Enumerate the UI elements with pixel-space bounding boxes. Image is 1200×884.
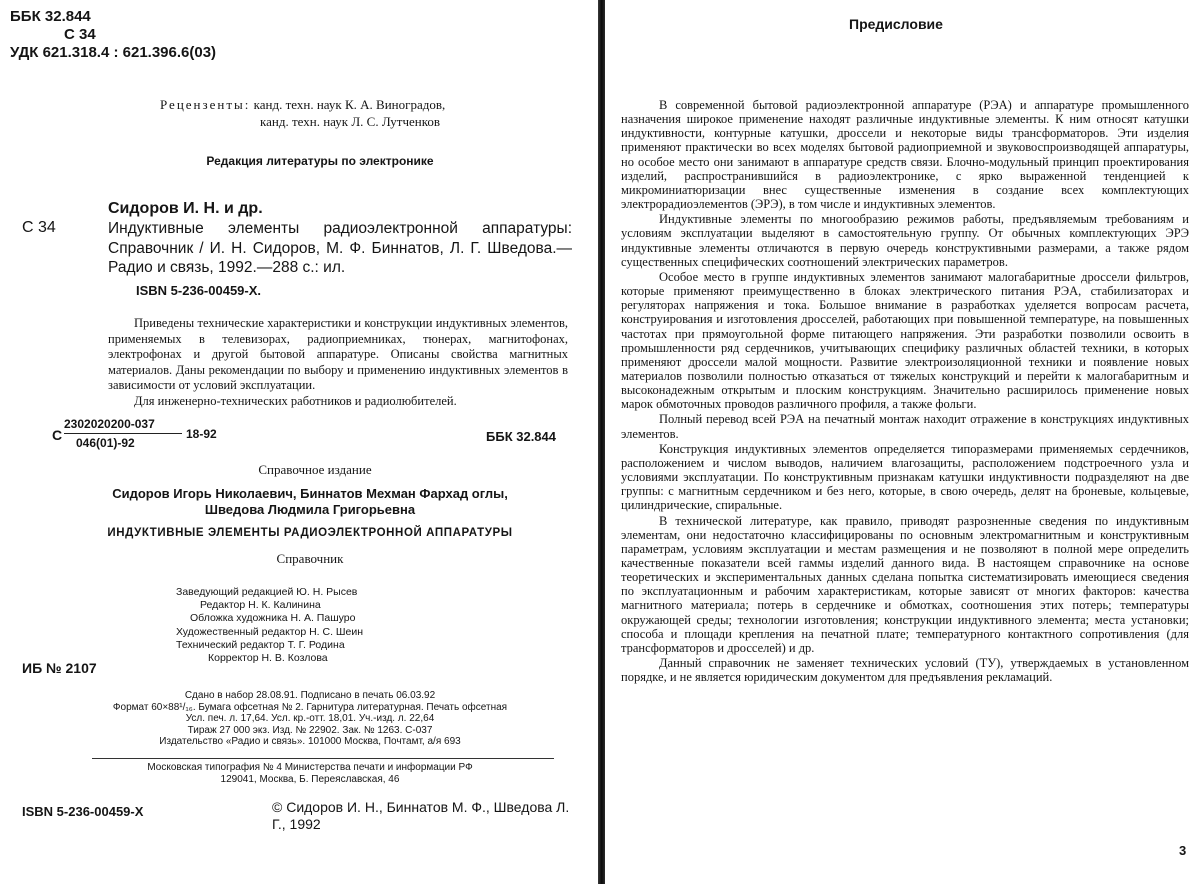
- catalog-index: С 34: [64, 26, 96, 43]
- bbk-right: ББК 32.844: [486, 429, 556, 444]
- editorial-office: Редакция литературы по электронике: [206, 154, 434, 168]
- bibliographic-description: Индуктивные элементы радиоэлектронной аппаратуры: Справочник / И. Н. Сидоров, М. Ф. Биннатов, Л. Г. Шведова.—Радио и связь, 1992.—288 с.: ил.: [108, 220, 572, 276]
- paragraph: В технической литературе, как правило, приводят разрозненные сведения по индуктивным элементам, они недостаточно классифицированы по основным электромагнитным и конструктивным параметрам, условиям эксплуатации и местам размещения и не позволяют в полной мере определить качественные показатели всей гаммы изделий данного вида. В настоящем справочнике на основе теоретических и экспериментальных данных сделана попытка систематизировать имеющиеся сведения по эксплуатационным и рабочим характеристикам, которые зависят от многих факторов: качества магнитного материала; потерь в сердечнике и обмотках, соотношения этих потерь; температуры окружающей среды; технологии изготовления; конструкции индуктивного элемента; места установки; способа и площади крепления на печатной плате; температурного контактного сопротивления (для трансформаторов и дросселей) и др.: [621, 513, 1189, 655]
- paragraph: Конструкция индуктивных элементов определяется типоразмерами применяемых сердечников, расположением и числом выводов, наличием влагозащиты, расположением подстроечного узла и условиями эксплуатации. По конструктивным признакам катушки индуктивности подразделяют на две группы: с магнитным сердечником и без него, которые, в свою очередь, делят на броневые, кольцевые, цилиндрические, спиральные.: [621, 441, 1189, 513]
- section-title: Предисловие: [849, 16, 943, 32]
- staff-line: Художественный редактор Н. С. Шеин: [176, 625, 364, 638]
- reviewer-1: канд. техн. наук К. А. Виноградов,: [253, 97, 446, 112]
- paragraph: Особое место в группе индуктивных элементов занимают малогабаритные дроссели фильтров, которые применяют преимущественно в блоках электрического питания РЭА, стабилизаторах и регуляторах напряжения и тока. Большое внимание в разработках уделяется вопросам расчета, конструирования и изготовления дросселей, работающих при повышенной температуре, на повышенных частотах при прямоугольной форме питающего напряжения. Эти разработки позволили освоить в промышленности ряд сердечников, учитывающих специфику различных областей техники, в которых применяют дроссели малой мощности. Развитие электроизоляционной техники и появление новых материалов позволили полностью отказаться от тяжелых конструкций и перейти к малогабаритным и высоконадежным открытым и плоским конструкциям. Значительно расширилось применение новых марок обмоточных проводов различного профиля, а также фольги.: [621, 269, 1189, 412]
- code-suffix: 18-92: [186, 427, 217, 441]
- printer-info: [0, 762, 600, 786]
- annotation: [108, 316, 568, 410]
- print-info-line: Сдано в набор 28.08.91. Подписано в печать 06.03.92: [184, 690, 436, 701]
- code-letter: С: [52, 427, 63, 443]
- print-info-line: Усл. печ. л. 17,64. Усл. кр.-отт. 18,01. Уч.-изд. л. 22,64: [185, 713, 435, 725]
- genre: Справочник: [276, 551, 344, 566]
- printer-line: Московская типография № 4 Министерства печати и информации РФ: [147, 762, 473, 773]
- printer-line: 129041, Москва, Б. Переяславская, 46: [220, 774, 400, 785]
- editorial-staff: [176, 586, 576, 665]
- reviewers: [160, 96, 580, 130]
- reviewers-label: Рецензенты:: [160, 97, 251, 112]
- code-denominator: 046(01)-92: [76, 436, 135, 450]
- staff-line: Технический редактор Т. Г. Родина: [176, 638, 345, 651]
- isbn-bottom: ISBN 5-236-00459-X: [22, 804, 144, 819]
- staff-line: Заведующий редакцией Ю. Н. Рысев: [176, 586, 358, 598]
- edition-type: Справочное издание: [258, 462, 372, 477]
- fraction-line: [64, 433, 182, 434]
- book-gutter: [598, 0, 605, 884]
- author-heading: Сидоров И. Н. и др.: [108, 200, 263, 217]
- paragraph: Полный перевод всей РЭА на печатный монтаж находит отражение в конструкциях индуктивных элементов.: [621, 412, 1189, 441]
- bbk-classification: ББК 32.844: [10, 8, 91, 25]
- catalog-code: С 34: [22, 219, 56, 236]
- authors-full: [0, 486, 600, 518]
- print-info-line: Тираж 27 000 экз. Изд. № 22902. Зак. № 1263. С-037: [187, 724, 433, 736]
- staff-line: Редактор Н. К. Калинина: [200, 599, 321, 612]
- authors-line-1: Сидоров Игорь Николаевич, Биннатов Мехман Фархад оглы,: [112, 486, 508, 501]
- code-numerator: 2302020200-037: [64, 417, 155, 431]
- preface-body: [621, 98, 1189, 685]
- staff-line: Корректор Н. В. Козлова: [208, 652, 328, 665]
- staff-line: Обложка художника Н. А. Пашуро: [190, 612, 356, 625]
- print-info-line: Формат 60×88¹/₁₆. Бумага офсетная № 2. Гарнитура литературная. Печать офсетная: [112, 701, 508, 713]
- copyright: © Сидоров И. Н., Биннатов М. Ф., Шведова Л. Г., 1992: [272, 799, 570, 832]
- print-info-line: Издательство «Радио и связь». 101000 Москва, Почтамт, а/я 693: [159, 736, 461, 748]
- isbn-top: ISBN 5-236-00459-X.: [136, 283, 262, 298]
- right-page: [605, 0, 1200, 884]
- authors-line-2: Шведова Людмила Григорьевна: [204, 502, 416, 517]
- annotation-audience: Для инженерно-технических работников и радиолюбителей.: [134, 393, 457, 408]
- paragraph: В современной бытовой радиоэлектронной аппаратуре (РЭА) и аппаратуре промышленного назначения широкое применение находят различные индуктивные элементы. К ним относят катушки индуктивности, контурные катушки, дроссели и некоторые виды трансформаторов. Эти изделия применяют практически во всех моделях бытовой радиоприемной и звуковоспроизводящей аппаратуры, но особое место они занимают в аппаратуре средств связи. Блочно-модульный принцип проектирования изделий, распространившийся в радиоэлектронике, с ярко выраженной тенденцией к микроминиатюризации внес существенные изменения в создание всех комплектующих электрорадиоэлементов (ЭРЭ), в том числе и индуктивных элементов.: [621, 98, 1189, 212]
- paragraph: Данный справочник не заменяет технических условий (ТУ), утверждаемых в установленном порядке, и не является юридическим документом для предъявления рекламаций.: [621, 656, 1189, 685]
- page-number: 3: [1179, 843, 1187, 858]
- udk-classification: УДК 621.318.4 : 621.396.6(03): [10, 44, 217, 61]
- paragraph: Индуктивные элементы по многообразию режимов работы, предъявляемым требованиям и условиям эксплуатации выделяют в самостоятельную группу. От обычных комплектующих ЭРЭ индуктивные элементы отличаются в первую очередь конструктивными размерами, а также рядом существенных специфических соотношений электрических параметров.: [621, 212, 1189, 269]
- divider: [92, 758, 554, 759]
- reviewer-2: канд. техн. наук Л. С. Лутченков: [260, 114, 441, 129]
- annotation-paragraph: Приведены технические характеристики и конструкции индуктивных элементов, применяемых в телевизорах, радиоприемниках, тюнерах, магнитофонах, электрофонах и другой бытовой аппаратуре. Описаны свойства магнитных материалов. Даны рекомендации по выбору и применению индуктивных элементов в зависимости от условий эксплуатации.: [108, 316, 568, 393]
- book-title: ИНДУКТИВНЫЕ ЭЛЕМЕНТЫ РАДИОЭЛЕКТРОННОЙ АППАРАТУРЫ: [107, 527, 513, 539]
- ib-number: ИБ № 2107: [22, 660, 97, 676]
- print-info: [0, 690, 600, 748]
